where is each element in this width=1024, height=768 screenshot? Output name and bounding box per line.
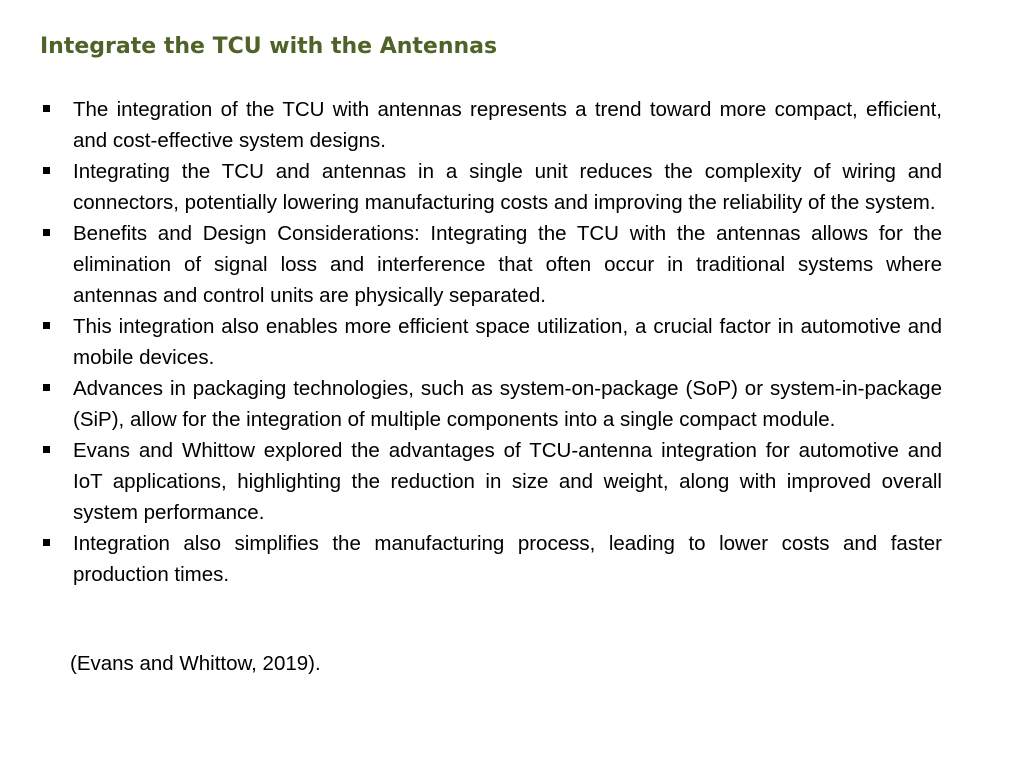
- square-bullet-icon: [43, 322, 50, 329]
- bullet-text: Evans and Whittow explored the advantages of TCU-antenna integration for automotive and IoT applications, highlighting the reduction in size and weight, along with improved overall system performance.: [73, 439, 942, 524]
- square-bullet-icon: [43, 105, 50, 112]
- bullet-item: [40, 156, 942, 218]
- bullet-item: [40, 218, 942, 311]
- square-bullet-icon: [43, 167, 50, 174]
- bullet-text: Advances in packaging technologies, such as system-on-package (SoP) or system-in-package (SiP), allow for the integration of multiple components into a single compact module.: [73, 377, 942, 431]
- slide-title: Integrate the TCU with the Antennas: [40, 34, 498, 59]
- bullet-item: [40, 528, 942, 590]
- bullet-text: Benefits and Design Considerations: Integrating the TCU with the antennas allows for the elimination of signal loss and interference that often occur in traditional systems where antennas and control units are physically separated.: [73, 222, 942, 307]
- bullet-item: [40, 311, 942, 373]
- bullet-list: [40, 94, 942, 590]
- bullet-text: The integration of the TCU with antennas represents a trend toward more compact, efficient, and cost-effective system designs.: [73, 98, 942, 152]
- citation: (Evans and Whittow, 2019).: [70, 652, 321, 675]
- square-bullet-icon: [43, 229, 50, 236]
- square-bullet-icon: [43, 384, 50, 391]
- bullet-text: Integration also simplifies the manufacturing process, leading to lower costs and faster production times.: [73, 532, 942, 586]
- bullet-item: [40, 435, 942, 528]
- square-bullet-icon: [43, 539, 50, 546]
- bullet-item: [40, 94, 942, 156]
- bullet-text: This integration also enables more efficient space utilization, a crucial factor in automotive and mobile devices.: [73, 315, 942, 369]
- bullet-item: [40, 373, 942, 435]
- square-bullet-icon: [43, 446, 50, 453]
- bullet-text: Integrating the TCU and antennas in a single unit reduces the complexity of wiring and connectors, potentially lowering manufacturing costs and improving the reliability of the system.: [73, 160, 942, 214]
